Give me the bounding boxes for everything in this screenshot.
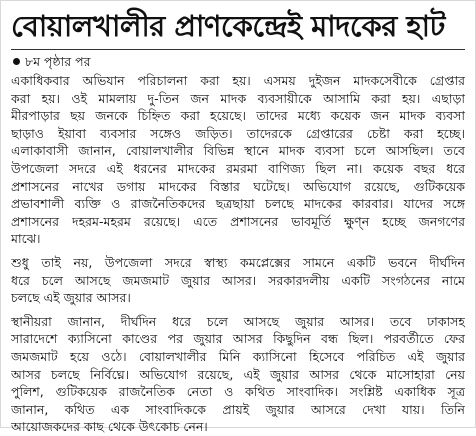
text-line: পুলিশ, গুটিকয়েক রাজনৈতিক নেতা ও কথিত সাংবাদিক। সংশ্লিষ্ট একাধিক সূত্র [11, 384, 465, 400]
headline: বোয়ালখালীর প্রাণকেন্দ্রেই মাদকের হাট [11, 9, 445, 43]
text-line: প্রশাসনের নাখের ডগায় মাদকের বিস্তার ঘটেছে। অভিযোগ রয়েছে, গুটিকয়েক [11, 178, 465, 194]
text-line: চলছে এই জুয়ার আসর। [11, 290, 131, 306]
text-line: মাঝে। [11, 231, 41, 247]
text-line: এলাকাবাসী জানান, বোয়ালখালীর বিভিন্ন স্থানে মাদক ব্যবসা চলে আসছিল। তবে [11, 143, 465, 159]
article-paragraph [11, 313, 465, 436]
text-line: জানান, কথিত এক সাংবাদিককে প্রায়ই জুয়ার আসরে দেখা যায়। তিনি [11, 401, 465, 417]
text-line: একাধিকবার অভিযান পরিচালনা করা হয়। এসময় দুইজন মাদকসেবীকে গ্রেপ্তার [11, 73, 465, 88]
text-line: শুধু তাই নয়, উপজেলা সদরে স্বাস্থ্য কমপ্লেক্সের সামনে একটি ভবনে দীর্ঘদিন [11, 254, 465, 270]
headline-divider [11, 49, 465, 50]
text-line: মীরপাড়ার ছয় জনকে চিহ্নিত করা হয়েছে। তাদের মধ্যে কয়েক জন মাদক ব্যবসা [11, 108, 465, 124]
text-line: জমজমাট হয়ে ওঠে। বোয়ালখালীর মিনি ক্যাসিনো হিসেবে পরিচিত এই জুয়ার [11, 348, 465, 364]
text-line: আসর চলছে নির্বিঘ্নে। অভিযোগ রয়েছে, এই জুয়ার আসর থেকে মাসোহারা নেয় [11, 366, 465, 382]
text-line: প্রশাসনের দহরম-মহরম রয়েছে। এতে প্রশাসনের ভাবমূর্তি ক্ষুণ্ন হচ্ছে জনগণের [11, 213, 465, 229]
continued-label: ৮ম পৃষ্ঠার পর [25, 54, 91, 69]
text-line: প্রভাবশালী ব্যক্তি ও রাজনৈতিকদের ছত্রছায়া চলছে মাদকের কারবার। যাদের সঙ্গে [11, 196, 465, 212]
article-paragraph [11, 254, 465, 307]
article-paragraph [11, 72, 465, 248]
text-line: স্থানীয়রা জানান, দীর্ঘদিন ধরে চলে আসছে জুয়ার আসর। তবে ঢাকাসহ [11, 313, 465, 329]
text-line: সারাদেশে ক্যাসিনো কাণ্ডের পর জুয়ার আসর কিছুদিন বন্ধ ছিল। পরবর্তীতে ফের [11, 331, 465, 347]
article-body [11, 72, 465, 436]
text-line: আয়োজকদের কাছ থেকে উৎকোচ নেন। [11, 419, 208, 435]
text-line: ছাড়াও ইয়াবা ব্যবসার সঙ্গেও জড়িত। তাদেরকে গ্রেপ্তারের চেষ্টা করা হচ্ছে। [11, 125, 465, 141]
text-line: করা হয়। ওই মামলায় দু-তিন জন মাদক ব্যবসায়ীকে আসামি করা হয়। এছাড়া [11, 90, 465, 106]
continued-note [13, 53, 465, 70]
bullet-icon [13, 58, 20, 65]
text-line: ধরে চলে আসছে জমজমাট জুয়ার আসর। সরকারদলীয় একটি সংগঠনের নামে [11, 272, 465, 288]
text-line: উপজেলা সদরে এই ধরনের মাদকের রমরমা বাণিজ্য ছিল না। কয়েক বছর ধরে [11, 160, 465, 176]
